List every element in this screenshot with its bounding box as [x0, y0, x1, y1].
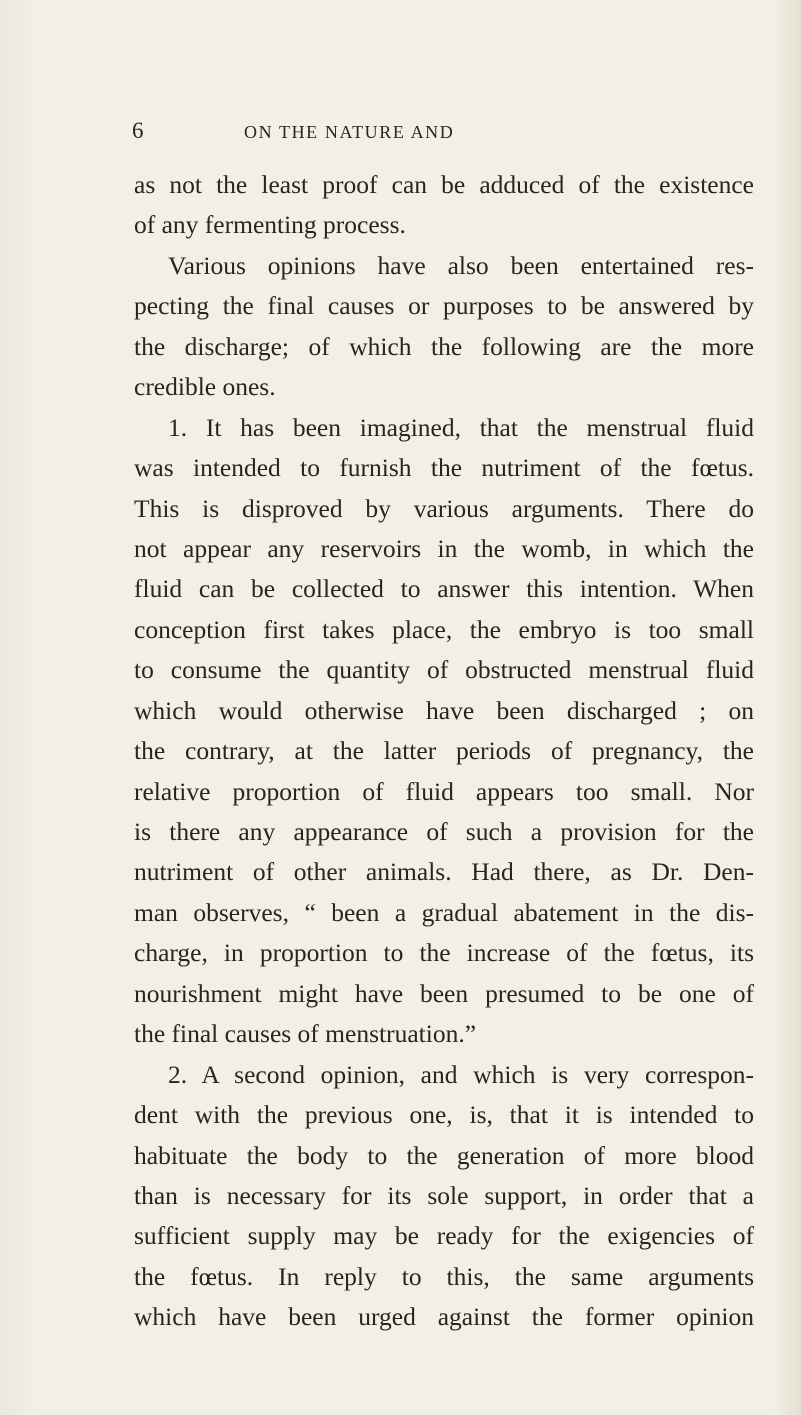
- text-line: habituate the body to the generation of more blood: [134, 1140, 754, 1170]
- text-line: credible ones.: [134, 372, 276, 402]
- text-line: nourishment might have been presumed to be one of: [134, 978, 754, 1008]
- text-line: is there any appearance of such a provision for the: [134, 817, 754, 846]
- text-line: the contrary, at the latter periods of pregnancy, the: [134, 736, 754, 766]
- text-line: This is disproved by various arguments. There do: [134, 493, 754, 523]
- running-head: [132, 119, 772, 143]
- text-line: conception first takes place, the embryo is too small: [134, 614, 754, 644]
- text-line: the fœtus. In reply to this, the same arguments: [134, 1261, 754, 1291]
- text-line: the final causes of menstruation.”: [134, 1019, 477, 1049]
- text-line: charge, in proportion to the increase of the fœtus, its: [134, 938, 754, 968]
- text-line: which would otherwise have been discharged ; on: [134, 695, 754, 725]
- text-line: nutriment of other animals. Had there, as Dr. Den-: [134, 857, 754, 887]
- page-number: 6: [132, 118, 144, 143]
- text-line: man observes, “ been a gradual abatement in the dis-: [134, 897, 754, 927]
- text-line: was intended to furnish the nutriment of the fœtus.: [134, 453, 754, 483]
- text-line: Various opinions have also been entertained res-: [168, 250, 754, 280]
- text-line: which have been urged against the former opinion: [134, 1302, 754, 1332]
- text-line: of any fermenting process.: [134, 210, 406, 240]
- text-line: pecting the final causes or purposes to be answered by: [134, 291, 754, 321]
- text-line: not appear any reservoirs in the womb, in which the: [134, 533, 754, 563]
- text-line: dent with the previous one, is, that it is intended to: [134, 1100, 754, 1130]
- text-line: as not the least proof can be adduced of the existence: [134, 170, 754, 199]
- text-line: 2. A second opinion, and which is very correspon-: [168, 1059, 754, 1089]
- running-title: ON THE NATURE AND: [244, 122, 455, 142]
- text-line: sufficient supply may be ready for the exigencies of: [134, 1221, 754, 1251]
- text-line: than is necessary for its sole support, in order that a: [134, 1180, 754, 1210]
- text-line: fluid can be collected to answer this intention. When: [134, 574, 754, 604]
- text-line: relative proportion of fluid appears too small. Nor: [134, 776, 754, 806]
- text-line: 1. It has been imagined, that the menstrual fluid: [168, 412, 754, 442]
- body-text: [134, 165, 754, 1338]
- text-line: the discharge; of which the following are the more: [134, 331, 754, 361]
- text-line: to consume the quantity of obstructed menstrual fluid: [134, 655, 754, 685]
